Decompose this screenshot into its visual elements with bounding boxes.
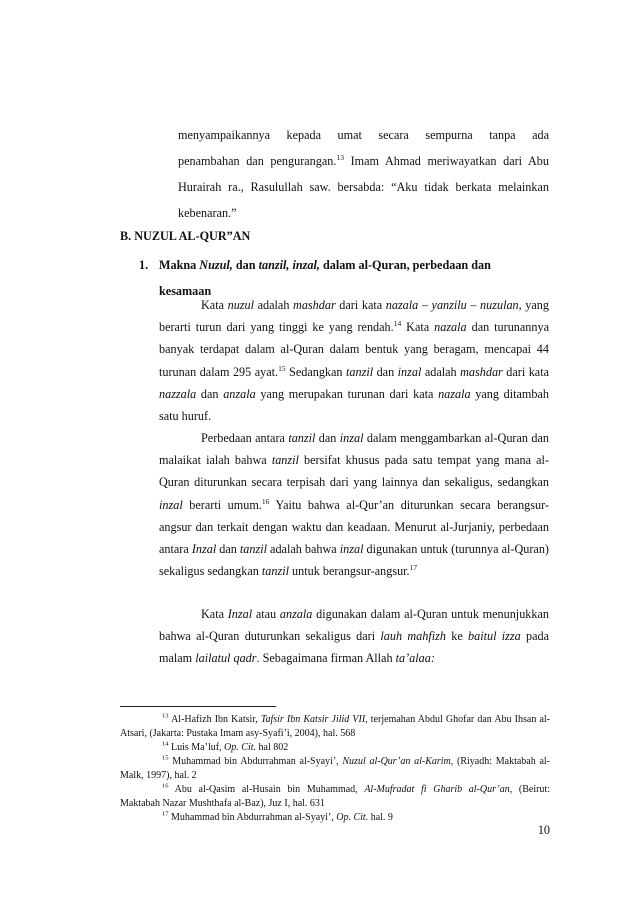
subheading-number: 1. [139,258,149,272]
paragraph: Kata nuzul adalah mashdar dari kata nazala – yanzilu – nuzulan, yang berarti turun dari yang tinggi ke yang rendah.$^{14}$ Kata nazala dan turunannya banyak terdapat dalam al-Quran dalam bentuk yang beragam, mencapai 44 turunan dalam 295 ayat.$^{15}$ Sedangkan tanzil dan inzal adalah mashdar dari kata nazzala dan anzala yang merupakan turunan dari kata nazala yang ditambah satu huruf. [159,298,549,424]
subheading-text: Makna Nuzul, dan tanzil, inzal, dalam al-Quran, perbedaan dan [159,258,491,272]
quote-line: kebenaran.” [178,206,237,220]
footnote-ref[interactable]: 15 [278,363,286,373]
quote-line: menyampaikannya kepada umat secara sempurna tanpa ada [178,128,549,142]
footnote-ref[interactable]: 17 [409,563,418,573]
quote-block [178,122,549,226]
subheading-cont: kesamaan [159,284,212,298]
page-number: 10 [537,823,550,837]
paragraph: Perbedaan antara tanzil dan inzal dalam menggambarkan al-Quran dan malaikat ialah bahwa tanzil bersifat khusus pada satu tempat yang mana al-Quran diturunkan secara terpisah dari yang lainnya dan sekaligus, sedangkan inzal berarti umum.$^{16}$ Yaitu bahwa al-Qur’an diturunkan secara berangsur-angsur dan terkait dengan waktu dan keadaan. Menurut al-Jurjaniy, perbedaan antara Inzal dan tanzil adalah bahwa inzal digunakan untuk (turunnya al-Quran) sekaligus sedangkan tanzil untuk berangsur-angsur.$^{17}$ [159,431,549,579]
section-heading: B. NUZUL AL-QUR”AN [120,229,251,243]
footnote-separator [120,706,276,707]
paragraph: Kata Inzal atau anzala digunakan dalam al-Quran untuk menunjukkan bahwa al-Quran duturunkan sekaligus dari lauh mahfizh ke baitul izza pada malam lailatul qadr. Sebagaimana firman Allah ta’alaa: [159,607,550,666]
quote-line: penambahan dan pengurangan.$^{13}$ Imam Ahmad meriwayatkan dari Abu [178,152,549,168]
footnote: $^{15}$ Muhammad bin Abdurrahman al-Syayi’, Nuzul al-Qur’an al-Karim, (Riyadh: Maktabah al-Malk, 1997), hal. 2 [120,754,550,781]
footnote: $^{13}$ Al-Hafizh Ibn Katsir, Tafsir Ibn Katsir Jilid VII, terjemahan Abdul Ghofar dan Abu Ihsan al-Atsari, (Jakarta: Pustaka Imam asy-Syafi’i, 2004), hal. 568 [120,712,550,739]
footnote-ref[interactable]: 13 [336,152,344,162]
footnote: $^{16}$ Abu al-Qasim al-Husain bin Muhammad, Al-Mufradat fi Gharib al-Qur’an, (Beirut: Maktabah Nazar Mushthafa al-Baz), Juz I, hal. 631 [120,782,550,809]
quote-line: Hurairah ra., Rasulullah saw. bersabda: “Aku tidak berkata melainkan [178,180,549,194]
footnote-ref[interactable]: 16 [261,496,270,506]
footnote: $^{14}$ Luis Ma’luf, Op. Cit. hal 802 [162,740,289,753]
footnote: $^{17}$ Muhammad bin Abdurrahman al-Syayi’, Op. Cit. hal. 9 [162,810,393,823]
footnotes [120,713,550,825]
footnote-ref[interactable]: 14 [393,319,402,329]
